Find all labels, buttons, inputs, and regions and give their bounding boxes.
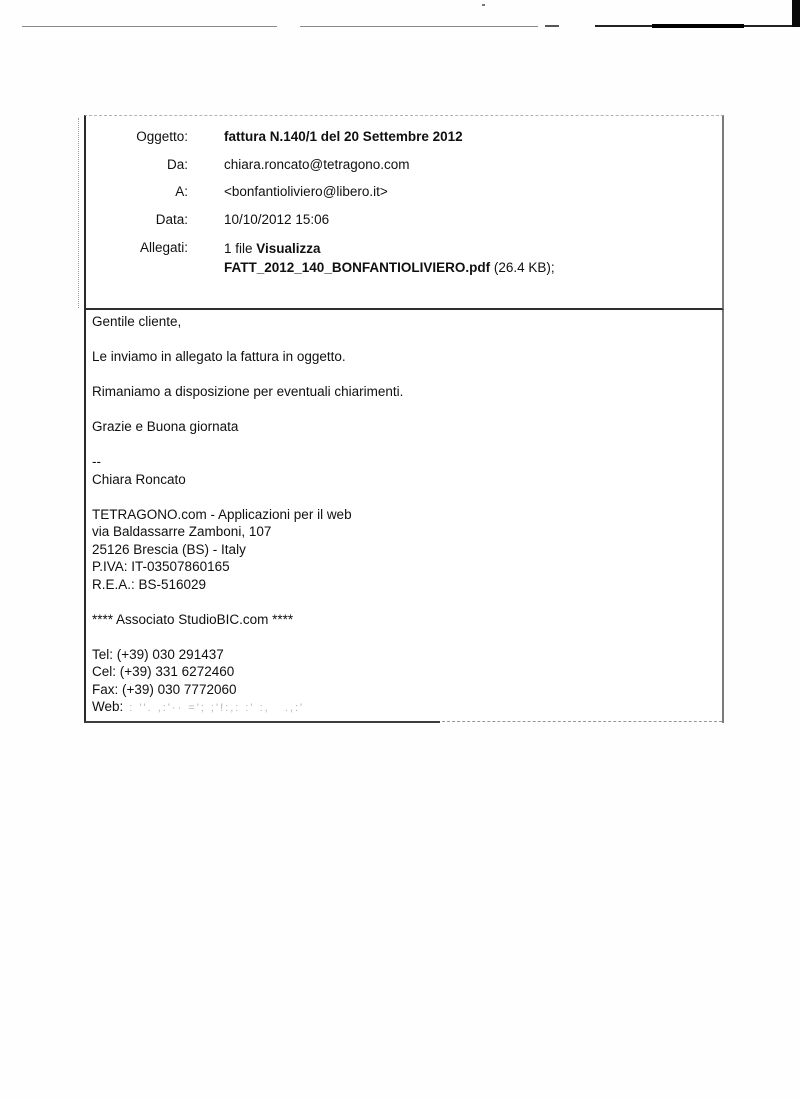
scan-artifact-line: [22, 26, 277, 27]
header-row-to: [86, 183, 722, 211]
header-row-date: [86, 211, 722, 239]
attachment-size: (26.4 KB);: [490, 259, 555, 275]
blank-line: [92, 593, 712, 611]
attachment-count: 1 file: [224, 240, 257, 256]
date-value: 10/10/2012 15:06: [224, 212, 330, 228]
attachment-file: [224, 258, 555, 277]
signature-address: via Baldassarre Zamboni, 107: [92, 524, 272, 539]
signature-company: TETRAGONO.com - Applicazioni per il web: [92, 506, 352, 522]
to-label: A:: [175, 184, 188, 200]
body-paragraph: Le inviamo in allegato la fattura in oggetto.: [92, 349, 346, 364]
attachments-label: Allegati:: [139, 239, 188, 255]
to-value: <bonfantioliviero@libero.it>: [224, 184, 388, 200]
body-paragraph: Rimaniamo a disposizione per eventuali chiarimenti.: [92, 384, 404, 399]
blank-line: [92, 628, 712, 646]
signature-separator: --: [92, 454, 101, 469]
body-box-bottom-border-dark: [84, 721, 440, 723]
signature-web-line: [92, 698, 712, 716]
scan-artifact-dotted-edge: [78, 118, 79, 308]
signature-city: 25126 Brescia (BS) - Italy: [92, 541, 246, 557]
signature-cel: Cel: (+39) 331 6272460: [92, 664, 235, 679]
header-row-attachments: [86, 239, 722, 275]
signature-name: Chiara Roncato: [92, 471, 186, 487]
blank-line: [92, 331, 712, 349]
blank-line: [92, 488, 712, 506]
from-label: Da:: [166, 156, 188, 172]
signature-fax: Fax: (+39) 030 7772060: [92, 681, 237, 697]
blank-line: [92, 366, 712, 384]
scan-artifact-corner-bar: [792, 0, 800, 27]
web-label: Web:: [92, 699, 124, 714]
from-value: chiara.roncato@tetragono.com: [224, 156, 410, 172]
header-row-subject: [86, 128, 722, 156]
attachment-view-link: Visualizza: [256, 240, 321, 256]
body-box-bottom-border-faint: [442, 721, 722, 722]
scan-artifact-dash: [545, 25, 559, 27]
header-row-from: [86, 156, 722, 184]
greeting-line: Gentile cliente,: [92, 314, 182, 329]
email-body-box: [84, 310, 724, 723]
signature-tel: Tel: (+39) 030 291437: [92, 646, 224, 662]
scan-artifact-line: [300, 26, 538, 27]
subject-label: Oggetto:: [136, 129, 188, 144]
attachments-value: [224, 239, 555, 275]
scan-artifact-speck: [482, 4, 485, 6]
web-value-faded: : ''. ,:'·· ='; ;'!:,: :' :, .,:': [129, 702, 305, 714]
blank-line: [92, 401, 712, 419]
body-paragraph: Grazie e Buona giornata: [92, 419, 239, 434]
signature-rea: R.E.A.: BS-516029: [92, 576, 207, 592]
signature-associate: **** Associato StudioBIC.com ****: [92, 611, 294, 627]
attachment-filename: FATT_2012_140_BONFANTIOLIVIERO.pdf: [224, 259, 491, 275]
date-label: Data:: [155, 212, 188, 228]
blank-line: [92, 436, 712, 454]
email-header-box: [84, 115, 724, 310]
signature-vat: P.IVA: IT-03507860165: [92, 559, 230, 574]
scan-artifact-blob: [652, 24, 744, 28]
subject-value: fattura N.140/1 del 20 Settembre 2012: [224, 129, 463, 144]
attachment-summary: [224, 239, 555, 258]
